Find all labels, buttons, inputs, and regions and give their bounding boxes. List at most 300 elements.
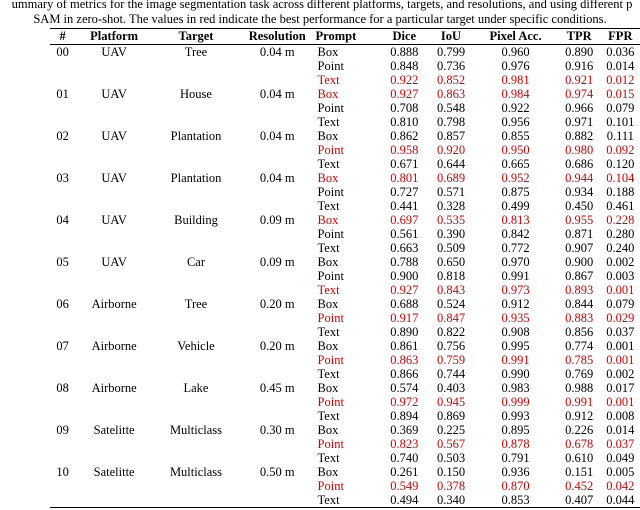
empty-cell bbox=[50, 367, 75, 381]
pixel-acc-cell: 0.853 bbox=[473, 493, 557, 508]
table-row bbox=[50, 381, 640, 395]
prompt-cell: Text bbox=[317, 157, 340, 171]
dice-cell: 0.927 bbox=[390, 283, 419, 297]
dice-cell: 0.863 bbox=[390, 353, 419, 367]
dice-cell: 0.727 bbox=[390, 185, 419, 199]
pixel-acc-cell: 0.791 bbox=[501, 451, 530, 465]
tpr-cell: 0.610 bbox=[565, 451, 594, 465]
table-row bbox=[50, 409, 640, 423]
header-target: Target bbox=[153, 29, 239, 45]
pixel-acc-cell: 0.912 bbox=[501, 297, 530, 311]
header-row bbox=[50, 29, 640, 45]
fpr-cell: 0.049 bbox=[606, 451, 635, 465]
iou-cell: 0.822 bbox=[436, 325, 466, 339]
empty-cell bbox=[153, 493, 239, 508]
header-platform: Platform bbox=[75, 29, 153, 45]
dice-cell: 0.894 bbox=[390, 409, 419, 423]
empty-cell bbox=[75, 353, 153, 367]
table-row bbox=[50, 423, 640, 437]
iou-cell: 0.650 bbox=[436, 255, 466, 269]
fpr-cell: 0.017 bbox=[606, 381, 635, 395]
empty-cell bbox=[75, 269, 153, 283]
tpr-cell: 0.934 bbox=[565, 185, 594, 199]
prompt-cell: Point bbox=[317, 353, 344, 367]
empty-cell bbox=[75, 479, 153, 493]
tpr-cell: 0.856 bbox=[565, 325, 594, 339]
dice-cell: 0.801 bbox=[390, 171, 419, 185]
header-dice: Dice bbox=[380, 29, 429, 45]
table-row bbox=[50, 213, 640, 227]
dice-cell: 0.972 bbox=[390, 395, 419, 409]
iou-cell: 0.818 bbox=[436, 269, 466, 283]
table-row bbox=[50, 171, 640, 185]
prompt-cell: Box bbox=[317, 255, 339, 269]
dice-cell: 0.922 bbox=[390, 73, 419, 87]
iou-cell: 0.799 bbox=[436, 45, 466, 59]
empty-cell bbox=[153, 283, 239, 297]
iou-cell: 0.340 bbox=[429, 493, 474, 508]
empty-cell bbox=[239, 199, 316, 213]
dice-cell: 0.663 bbox=[390, 241, 419, 255]
iou-cell: 0.225 bbox=[436, 423, 466, 437]
table-row bbox=[50, 353, 640, 367]
empty-cell bbox=[50, 185, 75, 199]
tpr-cell: 0.991 bbox=[565, 395, 594, 409]
prompt-cell: Box bbox=[317, 339, 339, 353]
empty-cell bbox=[50, 283, 75, 297]
iou-cell: 0.920 bbox=[436, 143, 466, 157]
prompt-cell: Point bbox=[317, 479, 344, 493]
tpr-cell: 0.907 bbox=[565, 241, 594, 255]
dice-cell: 0.494 bbox=[380, 493, 429, 508]
tpr-cell: 0.844 bbox=[565, 297, 594, 311]
index-cell: 01 bbox=[56, 87, 69, 101]
empty-cell bbox=[153, 451, 239, 465]
tpr-cell: 0.450 bbox=[565, 199, 594, 213]
table-row bbox=[50, 199, 640, 213]
empty-cell bbox=[50, 59, 75, 73]
iou-cell: 0.756 bbox=[436, 339, 466, 353]
empty-cell bbox=[50, 269, 75, 283]
empty-cell bbox=[239, 395, 316, 409]
metrics-table bbox=[50, 28, 640, 508]
iou-cell: 0.945 bbox=[436, 395, 466, 409]
table-row bbox=[50, 269, 640, 283]
empty-cell bbox=[153, 395, 239, 409]
pixel-acc-cell: 0.922 bbox=[501, 101, 530, 115]
empty-cell bbox=[153, 73, 239, 87]
resolution-cell: 0.09 m bbox=[259, 213, 295, 227]
table-row bbox=[50, 143, 640, 157]
tpr-cell: 0.921 bbox=[565, 73, 594, 87]
empty-cell bbox=[75, 283, 153, 297]
target-cell: Plantation bbox=[170, 129, 222, 143]
index-cell: 00 bbox=[56, 45, 69, 59]
dice-cell: 0.688 bbox=[390, 297, 419, 311]
empty-cell bbox=[50, 115, 75, 129]
target-cell: Car bbox=[186, 255, 206, 269]
header-resolution: Resolution bbox=[239, 29, 316, 45]
prompt-cell: Text bbox=[317, 115, 340, 129]
iou-cell: 0.869 bbox=[436, 409, 466, 423]
fpr-cell: 0.002 bbox=[606, 255, 635, 269]
platform-cell: UAV bbox=[101, 87, 127, 101]
empty-cell bbox=[153, 199, 239, 213]
fpr-cell: 0.002 bbox=[606, 367, 635, 381]
dice-cell: 0.549 bbox=[390, 479, 419, 493]
iou-cell: 0.689 bbox=[436, 171, 466, 185]
tpr-cell: 0.452 bbox=[565, 479, 594, 493]
prompt-cell: Text bbox=[317, 241, 340, 255]
resolution-cell: 0.50 m bbox=[259, 465, 295, 479]
pixel-acc-cell: 0.999 bbox=[501, 395, 530, 409]
pixel-acc-cell: 0.995 bbox=[501, 339, 530, 353]
header-tpr: TPR bbox=[558, 29, 601, 45]
index-cell: 02 bbox=[56, 129, 69, 143]
dice-cell: 0.788 bbox=[390, 255, 419, 269]
empty-cell bbox=[153, 409, 239, 423]
iou-cell: 0.535 bbox=[436, 213, 466, 227]
header-pixel-acc: Pixel Acc. bbox=[473, 29, 557, 45]
empty-cell bbox=[153, 157, 239, 171]
fpr-cell: 0.101 bbox=[606, 115, 635, 129]
dice-cell: 0.862 bbox=[390, 129, 419, 143]
resolution-cell: 0.30 m bbox=[259, 423, 295, 437]
empty-cell bbox=[50, 325, 75, 339]
empty-cell bbox=[153, 269, 239, 283]
index-cell: 05 bbox=[56, 255, 69, 269]
table-row bbox=[50, 395, 640, 409]
empty-cell bbox=[75, 73, 153, 87]
header-index: # bbox=[50, 29, 75, 45]
empty-cell bbox=[239, 185, 316, 199]
header-iou: IoU bbox=[429, 29, 474, 45]
empty-cell bbox=[75, 367, 153, 381]
empty-cell bbox=[75, 437, 153, 451]
empty-cell bbox=[239, 409, 316, 423]
fpr-cell: 0.029 bbox=[606, 311, 635, 325]
table-row bbox=[50, 479, 640, 493]
iou-cell: 0.524 bbox=[436, 297, 466, 311]
dice-cell: 0.917 bbox=[390, 311, 419, 325]
empty-cell bbox=[239, 269, 316, 283]
fpr-cell: 0.001 bbox=[606, 353, 635, 367]
prompt-cell: Point bbox=[317, 101, 344, 115]
empty-cell bbox=[75, 493, 153, 508]
prompt-cell: Box bbox=[317, 171, 339, 185]
empty-cell bbox=[50, 157, 75, 171]
iou-cell: 0.509 bbox=[436, 241, 466, 255]
tpr-cell: 0.151 bbox=[565, 465, 594, 479]
dice-cell: 0.866 bbox=[390, 367, 419, 381]
empty-cell bbox=[50, 409, 75, 423]
empty-cell bbox=[75, 59, 153, 73]
tpr-cell: 0.966 bbox=[565, 101, 594, 115]
empty-cell bbox=[75, 115, 153, 129]
table-row bbox=[50, 465, 640, 479]
platform-cell: UAV bbox=[101, 45, 127, 59]
tpr-cell: 0.769 bbox=[565, 367, 594, 381]
fpr-cell: 0.188 bbox=[606, 185, 635, 199]
empty-cell bbox=[239, 437, 316, 451]
target-cell: Lake bbox=[183, 381, 209, 395]
prompt-cell: Point bbox=[317, 269, 344, 283]
pixel-acc-cell: 0.813 bbox=[501, 213, 530, 227]
tpr-cell: 0.944 bbox=[565, 171, 594, 185]
resolution-cell: 0.04 m bbox=[259, 45, 295, 59]
tpr-cell: 0.407 bbox=[558, 493, 601, 508]
pixel-acc-cell: 0.772 bbox=[501, 241, 530, 255]
tpr-cell: 0.882 bbox=[565, 129, 594, 143]
empty-cell bbox=[239, 73, 316, 87]
empty-cell bbox=[50, 395, 75, 409]
iou-cell: 0.759 bbox=[436, 353, 466, 367]
tpr-cell: 0.871 bbox=[565, 227, 594, 241]
iou-cell: 0.843 bbox=[436, 283, 466, 297]
target-cell: House bbox=[180, 87, 212, 101]
iou-cell: 0.503 bbox=[436, 451, 466, 465]
dice-cell: 0.848 bbox=[390, 59, 419, 73]
empty-cell bbox=[239, 59, 316, 73]
pixel-acc-cell: 0.935 bbox=[501, 311, 530, 325]
dice-cell: 0.740 bbox=[390, 451, 419, 465]
pixel-acc-cell: 0.990 bbox=[501, 367, 530, 381]
iou-cell: 0.736 bbox=[436, 59, 466, 73]
empty-cell bbox=[75, 325, 153, 339]
empty-cell bbox=[50, 353, 75, 367]
resolution-cell: 0.09 m bbox=[259, 255, 295, 269]
pixel-acc-cell: 0.665 bbox=[501, 157, 530, 171]
platform-cell: Airborne bbox=[91, 381, 137, 395]
dice-cell: 0.861 bbox=[390, 339, 419, 353]
empty-cell bbox=[153, 353, 239, 367]
empty-cell bbox=[75, 157, 153, 171]
dice-cell: 0.708 bbox=[390, 101, 419, 115]
target-cell: Building bbox=[174, 213, 218, 227]
empty-cell bbox=[153, 143, 239, 157]
dice-cell: 0.697 bbox=[390, 213, 419, 227]
pixel-acc-cell: 0.976 bbox=[501, 59, 530, 73]
fpr-cell: 0.014 bbox=[606, 423, 635, 437]
pixel-acc-cell: 0.956 bbox=[501, 115, 530, 129]
fpr-cell: 0.003 bbox=[606, 269, 635, 283]
fpr-cell: 0.042 bbox=[606, 479, 635, 493]
empty-cell bbox=[153, 367, 239, 381]
tpr-cell: 0.980 bbox=[565, 143, 594, 157]
pixel-acc-cell: 0.981 bbox=[501, 73, 530, 87]
tpr-cell: 0.226 bbox=[565, 423, 594, 437]
iou-cell: 0.390 bbox=[436, 227, 466, 241]
empty-cell bbox=[239, 493, 316, 508]
table-row bbox=[50, 45, 640, 60]
index-cell: 08 bbox=[56, 381, 69, 395]
fpr-cell: 0.001 bbox=[606, 339, 635, 353]
prompt-cell: Text bbox=[317, 283, 340, 297]
prompt-cell: Box bbox=[317, 297, 339, 311]
empty-cell bbox=[239, 241, 316, 255]
empty-cell bbox=[153, 479, 239, 493]
header-fpr: FPR bbox=[601, 29, 640, 45]
fpr-cell: 0.079 bbox=[606, 101, 635, 115]
empty-cell bbox=[50, 451, 75, 465]
empty-cell bbox=[239, 101, 316, 115]
dice-cell: 0.369 bbox=[390, 423, 419, 437]
pixel-acc-cell: 0.993 bbox=[501, 409, 530, 423]
iou-cell: 0.863 bbox=[436, 87, 466, 101]
prompt-cell: Point bbox=[317, 437, 344, 451]
iou-cell: 0.567 bbox=[436, 437, 466, 451]
empty-cell bbox=[153, 227, 239, 241]
resolution-cell: 0.45 m bbox=[259, 381, 295, 395]
empty-cell bbox=[239, 479, 316, 493]
empty-cell bbox=[50, 479, 75, 493]
fpr-cell: 0.037 bbox=[606, 437, 635, 451]
table-row bbox=[50, 87, 640, 101]
pixel-acc-cell: 0.870 bbox=[501, 479, 530, 493]
pixel-acc-cell: 0.936 bbox=[501, 465, 530, 479]
iou-cell: 0.378 bbox=[436, 479, 466, 493]
index-cell: 09 bbox=[56, 423, 69, 437]
empty-cell bbox=[50, 73, 75, 87]
table-row bbox=[50, 493, 640, 508]
tpr-cell: 0.883 bbox=[565, 311, 594, 325]
tpr-cell: 0.686 bbox=[565, 157, 594, 171]
iou-cell: 0.852 bbox=[436, 73, 466, 87]
fpr-cell: 0.001 bbox=[606, 395, 635, 409]
table-row bbox=[50, 129, 640, 143]
table-row bbox=[50, 227, 640, 241]
empty-cell bbox=[50, 227, 75, 241]
iou-cell: 0.644 bbox=[436, 157, 466, 171]
empty-cell bbox=[75, 185, 153, 199]
iou-cell: 0.548 bbox=[436, 101, 466, 115]
fpr-cell: 0.092 bbox=[606, 143, 635, 157]
prompt-cell: Box bbox=[317, 213, 339, 227]
empty-cell bbox=[75, 311, 153, 325]
table-row bbox=[50, 283, 640, 297]
dice-cell: 0.958 bbox=[390, 143, 419, 157]
table-row bbox=[50, 73, 640, 87]
empty-cell bbox=[153, 311, 239, 325]
pixel-acc-cell: 0.499 bbox=[501, 199, 530, 213]
pixel-acc-cell: 0.970 bbox=[501, 255, 530, 269]
table-row bbox=[50, 59, 640, 73]
prompt-cell: Box bbox=[317, 45, 339, 59]
pixel-acc-cell: 0.952 bbox=[501, 171, 530, 185]
fpr-cell: 0.079 bbox=[606, 297, 635, 311]
pixel-acc-cell: 0.855 bbox=[501, 129, 530, 143]
empty-cell bbox=[50, 199, 75, 213]
index-cell: 06 bbox=[56, 297, 69, 311]
resolution-cell: 0.20 m bbox=[259, 297, 295, 311]
resolution-cell: 0.20 m bbox=[259, 339, 295, 353]
empty-cell bbox=[153, 115, 239, 129]
fpr-cell: 0.280 bbox=[606, 227, 635, 241]
pixel-acc-cell: 0.991 bbox=[501, 269, 530, 283]
resolution-cell: 0.04 m bbox=[259, 171, 295, 185]
fpr-cell: 0.240 bbox=[606, 241, 635, 255]
tpr-cell: 0.867 bbox=[565, 269, 594, 283]
empty-cell bbox=[239, 367, 316, 381]
empty-cell bbox=[75, 143, 153, 157]
target-cell: Multiclass bbox=[169, 423, 223, 437]
prompt-cell: Box bbox=[317, 423, 339, 437]
dice-cell: 0.561 bbox=[390, 227, 419, 241]
empty-cell bbox=[50, 101, 75, 115]
empty-cell bbox=[75, 227, 153, 241]
platform-cell: UAV bbox=[101, 213, 127, 227]
prompt-cell: Point bbox=[317, 59, 344, 73]
table-row bbox=[50, 241, 640, 255]
table-row bbox=[50, 101, 640, 115]
prompt-cell: Box bbox=[317, 381, 339, 395]
caption-line-1: ummary of metrics for the image segmentation task across different platforms, targets, and resolutions, and using different p bbox=[11, 0, 633, 11]
pixel-acc-cell: 0.991 bbox=[501, 353, 530, 367]
empty-cell bbox=[75, 409, 153, 423]
target-cell: Vehicle bbox=[177, 339, 215, 353]
empty-cell bbox=[239, 325, 316, 339]
table-row bbox=[50, 297, 640, 311]
target-cell: Tree bbox=[184, 297, 208, 311]
tpr-cell: 0.774 bbox=[565, 339, 594, 353]
iou-cell: 0.571 bbox=[436, 185, 466, 199]
pixel-acc-cell: 0.875 bbox=[501, 185, 530, 199]
iou-cell: 0.847 bbox=[436, 311, 466, 325]
dice-cell: 0.574 bbox=[390, 381, 419, 395]
empty-cell bbox=[239, 115, 316, 129]
empty-cell bbox=[239, 227, 316, 241]
empty-cell bbox=[153, 185, 239, 199]
tpr-cell: 0.955 bbox=[565, 213, 594, 227]
fpr-cell: 0.005 bbox=[606, 465, 635, 479]
tpr-cell: 0.893 bbox=[565, 283, 594, 297]
empty-cell bbox=[239, 143, 316, 157]
table-row bbox=[50, 325, 640, 339]
pixel-acc-cell: 0.895 bbox=[501, 423, 530, 437]
target-cell: Plantation bbox=[170, 171, 222, 185]
target-cell: Multiclass bbox=[169, 465, 223, 479]
iou-cell: 0.150 bbox=[436, 465, 466, 479]
empty-cell bbox=[239, 157, 316, 171]
pixel-acc-cell: 0.960 bbox=[501, 45, 530, 59]
empty-cell bbox=[153, 59, 239, 73]
index-cell: 10 bbox=[56, 465, 69, 479]
dice-cell: 0.441 bbox=[390, 199, 419, 213]
empty-cell bbox=[75, 101, 153, 115]
fpr-cell: 0.111 bbox=[606, 129, 634, 143]
empty-cell bbox=[153, 437, 239, 451]
fpr-cell: 0.037 bbox=[606, 325, 635, 339]
platform-cell: UAV bbox=[101, 171, 127, 185]
prompt-cell: Text bbox=[317, 409, 340, 423]
target-cell: Tree bbox=[184, 45, 208, 59]
prompt-cell: Box bbox=[317, 129, 339, 143]
dice-cell: 0.823 bbox=[390, 437, 419, 451]
platform-cell: Satelitte bbox=[93, 465, 135, 479]
dice-cell: 0.927 bbox=[390, 87, 419, 101]
fpr-cell: 0.461 bbox=[606, 199, 635, 213]
pixel-acc-cell: 0.842 bbox=[501, 227, 530, 241]
empty-cell bbox=[239, 353, 316, 367]
prompt-cell: Point bbox=[317, 185, 344, 199]
iou-cell: 0.744 bbox=[436, 367, 466, 381]
caption-line-2: SAM in zero-shot. The values in red indicate the best performance for a particular target under specific conditions. bbox=[33, 12, 607, 26]
iou-cell: 0.403 bbox=[436, 381, 466, 395]
prompt-cell: Point bbox=[317, 311, 344, 325]
prompt-cell: Point bbox=[317, 227, 344, 241]
table-row bbox=[50, 115, 640, 129]
prompt-cell: Text bbox=[317, 367, 340, 381]
